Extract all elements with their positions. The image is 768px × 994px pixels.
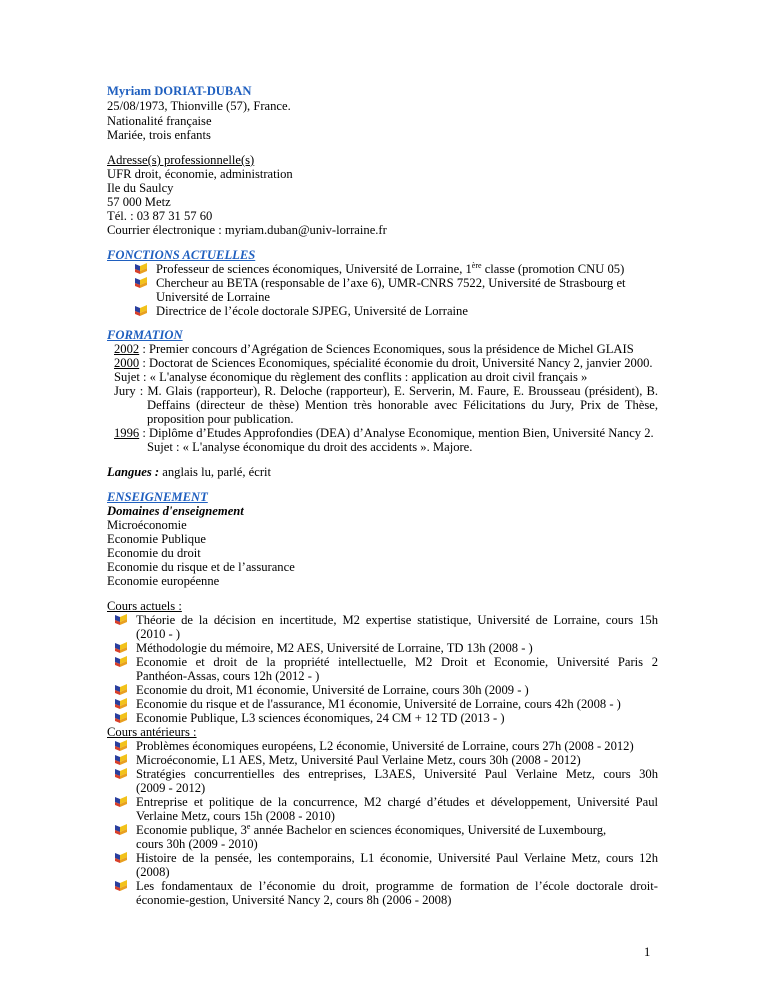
- cours-item: Economie Publique, L3 sciences économiques, 24 CM + 12 TD (2013 - ): [136, 711, 505, 725]
- bullet-icon: [114, 641, 128, 654]
- bullet-icon: [114, 879, 128, 892]
- bullet-icon: [114, 739, 128, 752]
- formation-jury-cont: proposition pour publication.: [147, 412, 294, 426]
- bullet-icon: [114, 655, 128, 668]
- family-status: Mariée, trois enfants: [107, 128, 211, 142]
- page-number: 1: [644, 945, 651, 959]
- domaine-item: Economie européenne: [107, 574, 220, 588]
- domaine-item: Microéconomie: [107, 518, 187, 532]
- cours-item: Histoire de la pensée, les contemporains, L1 économie, Université Paul Verlaine Metz, cours 12h: [136, 851, 658, 865]
- formation-item: 2000 : Doctorat de Sciences Economiques, spécialité économie du droit, Université Nancy 2, janvier 2000.: [114, 356, 653, 370]
- address-line: 57 000 Metz: [107, 195, 171, 209]
- bullet-icon: [114, 795, 128, 808]
- bullet-icon: [134, 304, 148, 317]
- section-title-fonctions: FONCTIONS ACTUELLES: [107, 248, 256, 262]
- domaine-item: Economie du risque et de l’assurance: [107, 560, 295, 574]
- cours-item: Economie du droit, M1 économie, Université de Lorraine, cours 30h (2009 - ): [136, 683, 529, 697]
- bullet-icon: [134, 262, 148, 275]
- cours-item: Entreprise et politique de la concurrence, M2 chargé d’études et développement, Université Paul: [136, 795, 658, 809]
- bullet-icon: [114, 753, 128, 766]
- fonction-item: Directrice de l’école doctorale SJPEG, Université de Lorraine: [156, 304, 468, 318]
- cours-actuels-title: Cours actuels :: [107, 599, 182, 613]
- bullet-icon: [114, 711, 128, 724]
- domaine-item: Economie Publique: [107, 532, 206, 546]
- cours-item-cont: (2010 - ): [136, 627, 181, 641]
- cours-anterieurs-title: Cours antérieurs :: [107, 725, 197, 739]
- domaine-item: Economie du droit: [107, 546, 201, 560]
- bullet-icon: [114, 851, 128, 864]
- cours-item: Stratégies concurrentielles des entreprises, L3AES, Université Paul Verlaine Metz, cours 30h: [136, 767, 658, 781]
- address-line: Ile du Saulcy: [107, 181, 174, 195]
- cours-item-cont: cours 30h (2009 - 2010): [136, 837, 258, 851]
- birth-info: 25/08/1973, Thionville (57), France.: [107, 99, 291, 113]
- person-name: Myriam DORIAT-DUBAN: [107, 84, 252, 98]
- bullet-icon: [134, 276, 148, 289]
- cours-item: Méthodologie du mémoire, M2 AES, Université de Lorraine, TD 13h (2008 - ): [136, 641, 533, 655]
- formation-jury-cont: Deffains (directeur de thèse) Mention très honorable avec Félicitations du Jury, Prix de Thèse,: [147, 398, 658, 412]
- cours-item-cont: Verlaine Metz, cours 15h (2008 - 2010): [136, 809, 335, 823]
- email: Courrier électronique : myriam.duban@univ-lorraine.fr: [107, 223, 387, 237]
- fonction-item-cont: Université de Lorraine: [156, 290, 270, 304]
- langues: Langues : anglais lu, parlé, écrit: [107, 465, 272, 479]
- section-title-enseignement: ENSEIGNEMENT: [107, 490, 208, 504]
- bullet-icon: [114, 697, 128, 710]
- nationality: Nationalité française: [107, 114, 212, 128]
- cours-item-cont: Panthéon-Assas, cours 12h (2012 - ): [136, 669, 320, 683]
- cours-item: Economie et droit de la propriété intellectuelle, M2 Droit et Economie, Université Paris 2: [136, 655, 658, 669]
- address-line: UFR droit, économie, administration: [107, 167, 293, 181]
- formation-item: 1996 : Diplôme d’Etudes Approfondies (DEA) d’Analyse Economique, mention Bien, Université Nancy 2.: [114, 426, 654, 440]
- cours-item-cont: économie-gestion, Université Nancy 2, cours 8h (2006 - 2008): [136, 893, 452, 907]
- bullet-icon: [114, 823, 128, 836]
- formation-sujet: Sujet : « L'analyse économique du règlement des conflits : application au droit civil français »: [114, 370, 588, 384]
- bullet-icon: [114, 683, 128, 696]
- cours-item: Economie du risque et de l'assurance, M1 économie, Université de Lorraine, cours 42h (2008 - ): [136, 697, 621, 711]
- bullet-icon: [114, 767, 128, 780]
- cours-item-cont: (2009 - 2012): [136, 781, 206, 795]
- address-title: Adresse(s) professionnelle(s): [107, 153, 255, 167]
- cours-item: Microéconomie, L1 AES, Metz, Université Paul Verlaine Metz, cours 30h (2008 - 2012): [136, 753, 581, 767]
- cours-item: Problèmes économiques européens, L2 économie, Université de Lorraine, cours 27h (2008 - 2012): [136, 739, 634, 753]
- section-title-formation: FORMATION: [107, 328, 183, 342]
- domaines-title: Domaines d'enseignement: [107, 504, 244, 518]
- formation-sujet: Sujet : « L'analyse économique du droit des accidents ». Majore.: [147, 440, 473, 454]
- cours-item: Les fondamentaux de l’économie du droit, programme de formation de l’école doctorale droit-: [136, 879, 658, 893]
- fonction-item: Chercheur au BETA (responsable de l’axe 6), UMR-CNRS 7522, Université de Strasbourg et: [156, 276, 626, 290]
- phone: Tél. : 03 87 31 57 60: [107, 209, 213, 223]
- fonction-item: Professeur de sciences économiques, Université de Lorraine, 1ère classe (promotion CNU 05): [156, 260, 625, 276]
- formation-item: 2002 : Premier concours d’Agrégation de Sciences Economiques, sous la présidence de Michel GLAIS: [114, 342, 634, 356]
- cours-item: Economie publique, 3e année Bachelor en sciences économiques, Université de Luxembourg,: [136, 821, 607, 837]
- bullet-icon: [114, 613, 128, 626]
- formation-jury: Jury : M. Glais (rapporteur), R. Deloche (rapporteur), E. Serverin, M. Faure, E. Brousseau (président), B.: [114, 384, 658, 398]
- cours-item-cont: (2008): [136, 865, 170, 879]
- cours-item: Théorie de la décision en incertitude, M2 expertise statistique, Université de Lorraine, cours 15h: [136, 613, 658, 627]
